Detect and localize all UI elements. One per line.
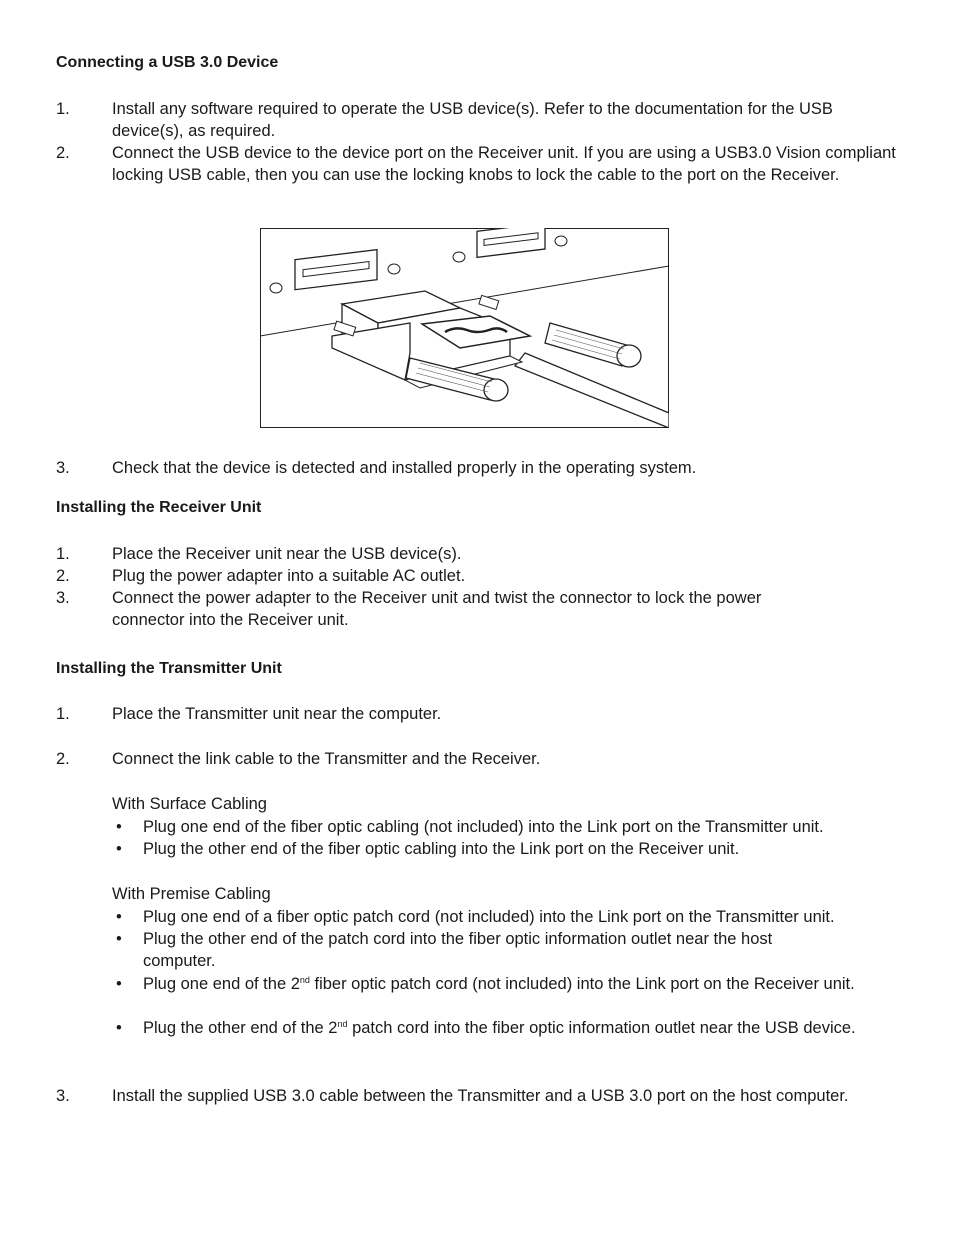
bullet-icon: •	[116, 908, 122, 926]
bullet-icon: •	[116, 840, 122, 858]
bullet-text-end: patch cord into the fiber optic information outlet near the USB device.	[347, 1019, 856, 1037]
bullet-text	[143, 973, 883, 995]
bullet-text: Plug the other end of the fiber optic cabling into the Link port on the Receiver unit.	[143, 840, 740, 858]
step-number: 3.	[56, 1087, 70, 1105]
step-number: 2.	[56, 144, 70, 162]
bullet-text: Plug one end of the fiber optic cabling (not included) into the Link port on the Transmitter unit.	[143, 818, 824, 836]
bullet-text-end: fiber optic patch cord (not included) into the Link port on the Receiver unit.	[309, 975, 855, 993]
surface-cabling-label: With Surface Cabling	[112, 795, 267, 813]
bullet-icon: •	[116, 1019, 122, 1037]
usb-locking-cable-illustration	[260, 228, 669, 428]
premise-cabling-label: With Premise Cabling	[112, 885, 271, 903]
step-number: 2.	[56, 750, 70, 768]
bullet-text-start: Plug one end of the 2	[143, 975, 300, 993]
heading-connecting-usb-device: Connecting a USB 3.0 Device	[56, 54, 279, 71]
bullet-icon: •	[116, 930, 122, 948]
step-text: Connect the link cable to the Transmitter and the Receiver.	[112, 750, 541, 768]
bullet-text: Plug one end of a fiber optic patch cord (not included) into the Link port on the Transmitter unit.	[143, 908, 835, 926]
step-number: 1.	[56, 545, 70, 563]
bullet-text-start: Plug the other end of the 2	[143, 1019, 338, 1037]
heading-installing-receiver-unit: Installing the Receiver Unit	[56, 499, 262, 516]
step-number: 2.	[56, 567, 70, 585]
heading-installing-transmitter-unit: Installing the Transmitter Unit	[56, 660, 282, 677]
ordinal-suffix: nd	[337, 1019, 348, 1029]
step-text: Check that the device is detected and installed properly in the operating system.	[112, 459, 697, 477]
bullet-icon: •	[116, 975, 122, 993]
step-text: Place the Receiver unit near the USB device(s).	[112, 545, 462, 563]
step-text: Plug the power adapter into a suitable AC outlet.	[112, 567, 466, 585]
step-text: Connect the USB device to the device port on the Receiver unit. If you are using a USB3.0 Vision compliant locking USB cable, then you can use the locking knobs to lock the cable to the port on the Receiver.	[112, 144, 896, 184]
bullet-icon: •	[116, 818, 122, 836]
step-text: Install any software required to operate the USB device(s). Refer to the documentation for the USB device(s), as required.	[112, 100, 833, 140]
step-number: 1.	[56, 705, 70, 723]
bullet-text: Plug the other end of the patch cord into the fiber optic information outlet near the host computer.	[143, 930, 773, 970]
step-text: Connect the power adapter to the Receiver unit and twist the connector to lock the power connector into the Receiver unit.	[112, 589, 762, 629]
ordinal-suffix: nd	[299, 975, 310, 985]
step-text: Install the supplied USB 3.0 cable between the Transmitter and a USB 3.0 port on the host computer.	[112, 1087, 849, 1105]
step-number: 3.	[56, 589, 70, 607]
bullet-text	[143, 1017, 863, 1039]
step-number: 3.	[56, 459, 70, 477]
step-text: Place the Transmitter unit near the computer.	[112, 705, 442, 723]
step-number: 1.	[56, 100, 70, 118]
